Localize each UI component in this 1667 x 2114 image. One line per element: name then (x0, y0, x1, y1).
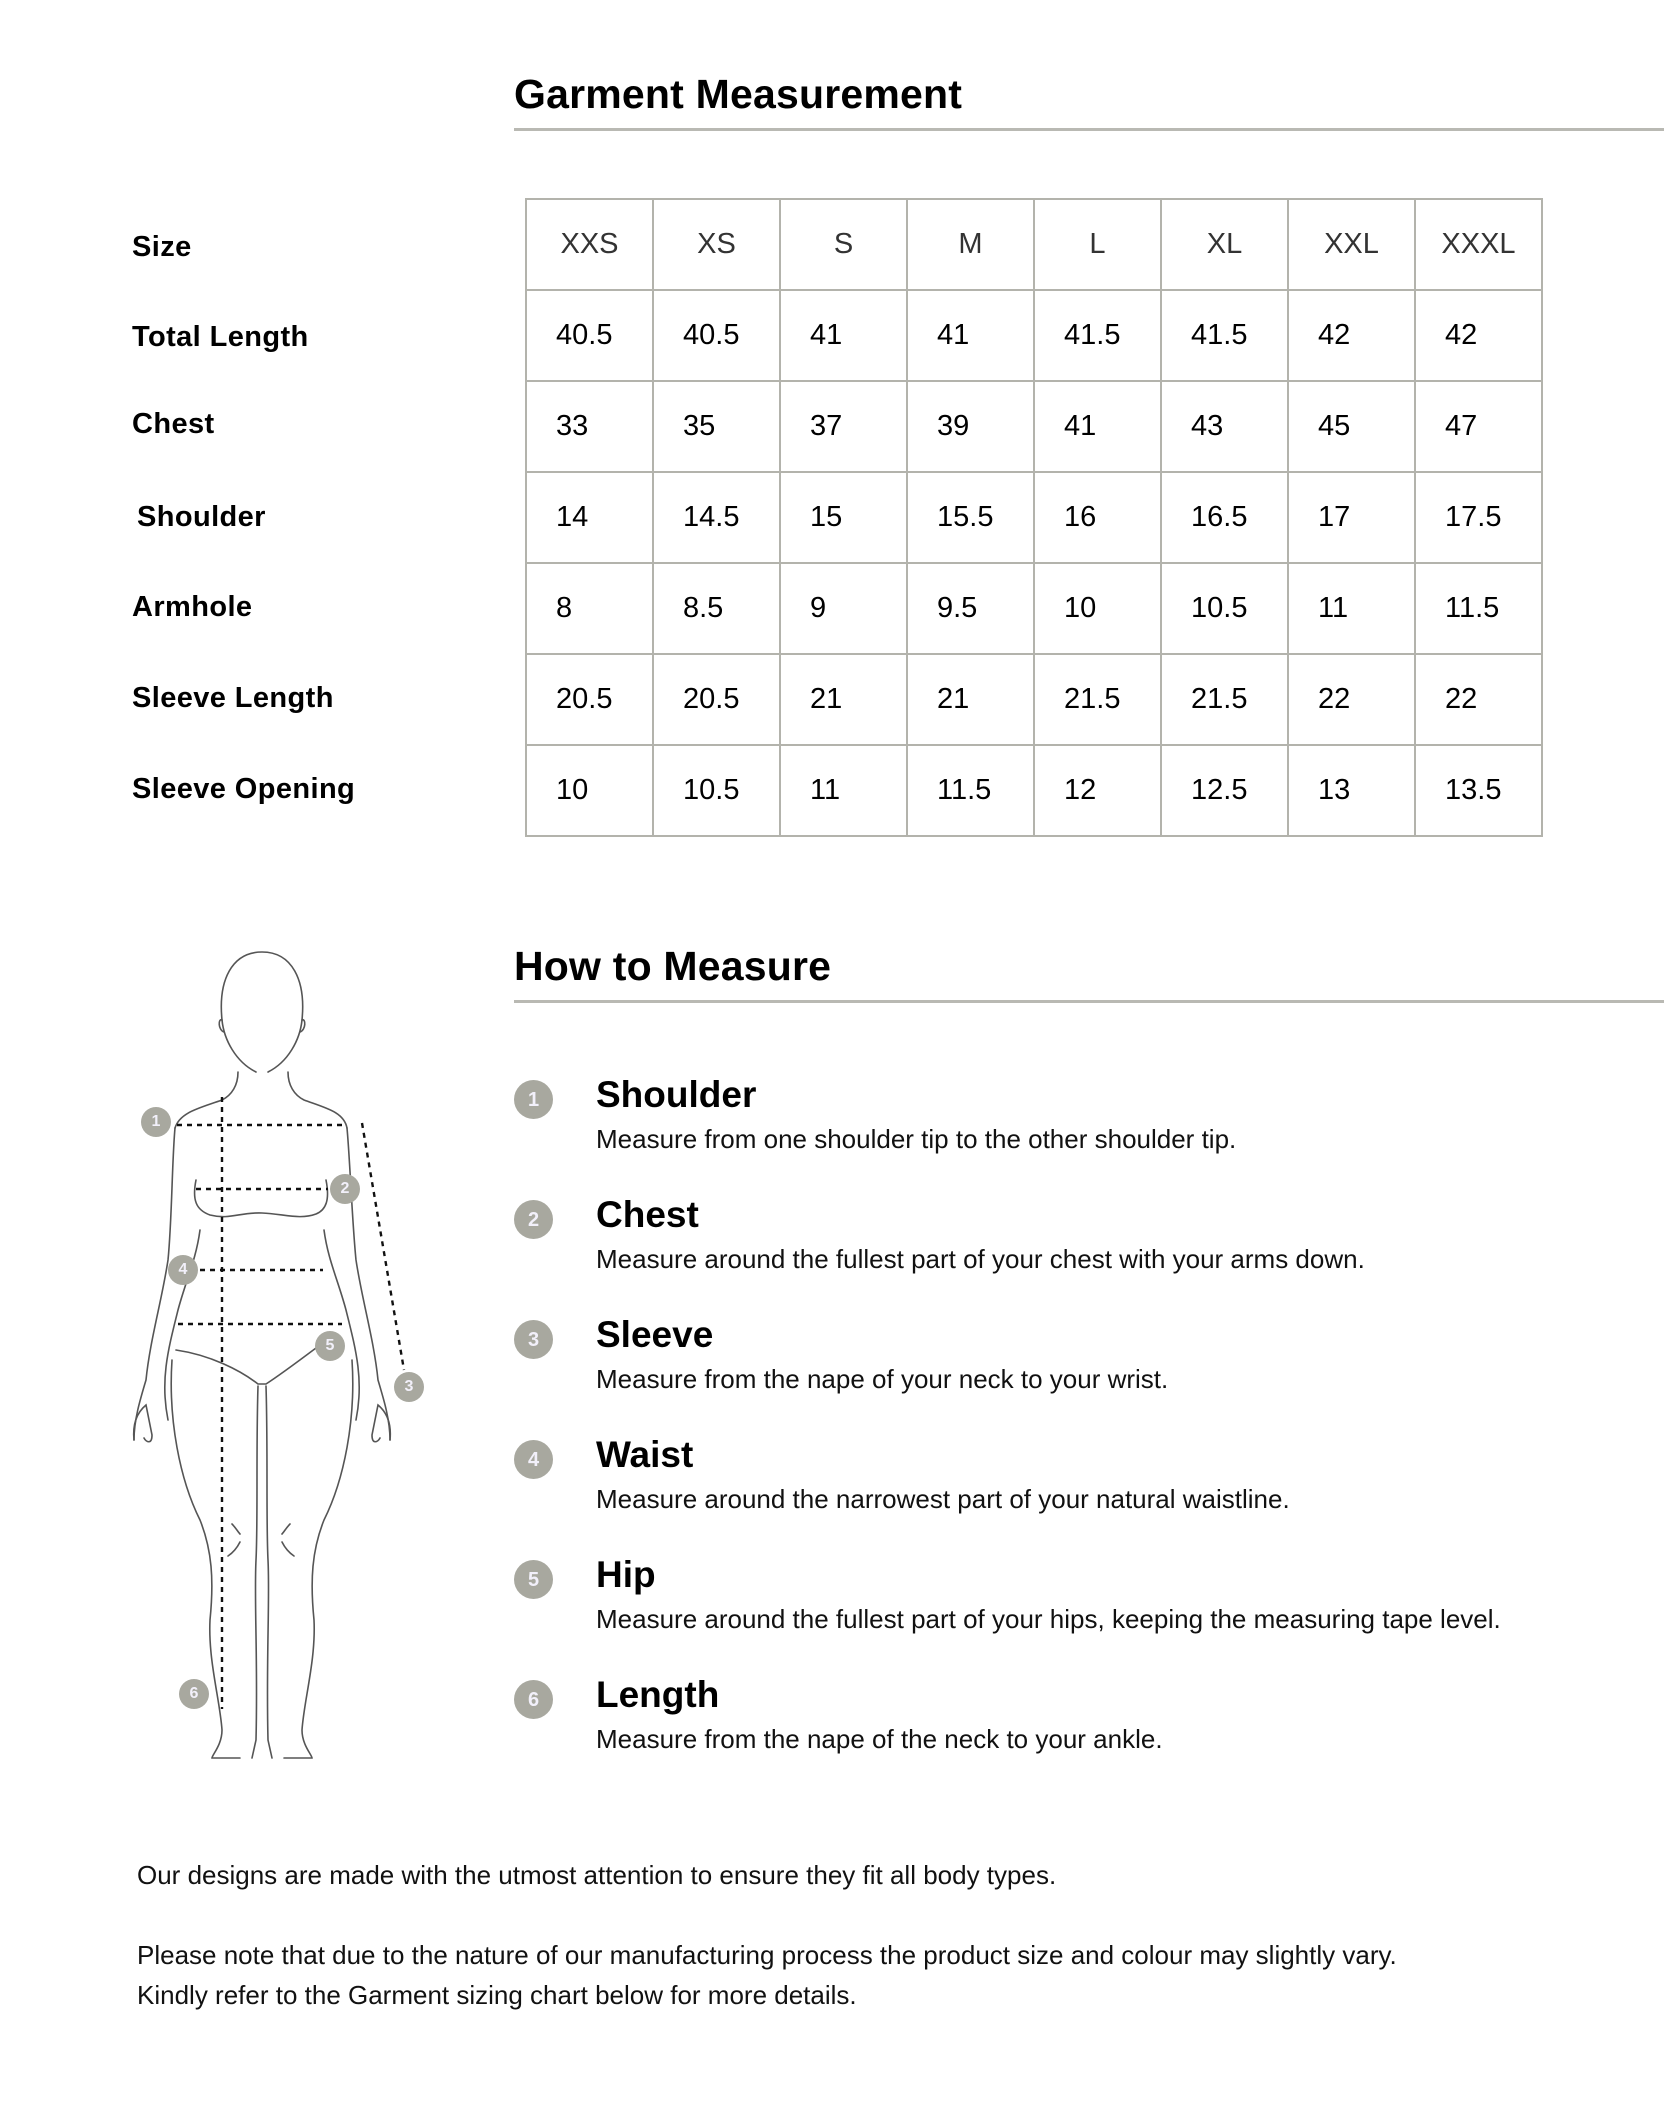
body-outline-icon (100, 930, 440, 1770)
step-description: Measure around the fullest part of your chest with your arms down. (596, 1244, 1365, 1274)
table-cell: 41 (1034, 381, 1161, 472)
table-cell: 22 (1288, 654, 1415, 745)
table-cell: 8 (526, 563, 653, 654)
table-cell: 10 (526, 745, 653, 836)
step-title: Chest (596, 1194, 699, 1235)
table-row-total-length (526, 290, 1542, 381)
table-cell: 41 (780, 290, 907, 381)
table-cell: 21.5 (1161, 654, 1288, 745)
table-cell: 11 (780, 745, 907, 836)
figure-badge-1: 1 (141, 1107, 171, 1137)
table-cell: 21 (907, 654, 1034, 745)
step-length (514, 1674, 1614, 1780)
table-row-shoulder (526, 472, 1542, 563)
table-row-sleeve-opening (526, 745, 1542, 836)
step-hip (514, 1554, 1614, 1660)
size-xl: XL (1161, 199, 1288, 290)
figure-badge-4: 4 (168, 1255, 198, 1285)
table-cell: 17 (1288, 472, 1415, 563)
table-cell: 10 (1034, 563, 1161, 654)
table-cell: 35 (653, 381, 780, 472)
table-cell: 42 (1415, 290, 1542, 381)
fit-note: Our designs are made with the utmost attention to ensure they fit all body types. (137, 1860, 1057, 1890)
table-cell: 10.5 (1161, 563, 1288, 654)
step-title: Shoulder (596, 1074, 757, 1115)
variation-note: Please note that due to the nature of our manufacturing process the product size and colour may slightly vary. (137, 1940, 1397, 1970)
step-number-badge: 4 (514, 1440, 553, 1479)
row-label-armhole: Armhole (132, 591, 253, 623)
size-xxxl: XXXL (1415, 199, 1542, 290)
step-description: Measure from the nape of your neck to your wrist. (596, 1364, 1169, 1394)
table-cell: 20.5 (526, 654, 653, 745)
size-s: S (780, 199, 907, 290)
table-cell: 12 (1034, 745, 1161, 836)
step-number-badge: 6 (514, 1680, 553, 1719)
table-cell: 13 (1288, 745, 1415, 836)
table-cell: 14.5 (653, 472, 780, 563)
row-label-total-length: Total Length (132, 321, 309, 353)
table-cell: 12.5 (1161, 745, 1288, 836)
step-description: Measure from the nape of the neck to your ankle. (596, 1724, 1163, 1754)
step-chest (514, 1194, 1614, 1300)
row-label-shoulder: Shoulder (137, 501, 266, 533)
step-sleeve (514, 1314, 1614, 1420)
size-header-row (526, 199, 1542, 290)
table-cell: 11.5 (1415, 563, 1542, 654)
table-cell: 8.5 (653, 563, 780, 654)
table-cell: 21 (780, 654, 907, 745)
step-number-badge: 3 (514, 1320, 553, 1359)
table-cell: 40.5 (526, 290, 653, 381)
table-cell: 37 (780, 381, 907, 472)
step-shoulder (514, 1074, 1614, 1180)
garment-measurement-title: Garment Measurement (514, 71, 963, 117)
table-cell: 40.5 (653, 290, 780, 381)
body-measurement-figure (100, 930, 440, 1770)
size-xxs: XXS (526, 199, 653, 290)
row-label-sleeve-opening: Sleeve Opening (132, 773, 356, 805)
table-cell: 15 (780, 472, 907, 563)
row-label-chest: Chest (132, 408, 215, 440)
refer-chart-note: Kindly refer to the Garment sizing chart below for more details. (137, 1980, 857, 2010)
row-label-size: Size (132, 231, 192, 263)
size-m: M (907, 199, 1034, 290)
table-cell: 11.5 (907, 745, 1034, 836)
table-cell: 45 (1288, 381, 1415, 472)
table-cell: 39 (907, 381, 1034, 472)
figure-badge-3: 3 (394, 1372, 424, 1402)
table-cell: 16.5 (1161, 472, 1288, 563)
figure-badge-5: 5 (315, 1331, 345, 1361)
step-waist (514, 1434, 1614, 1540)
table-cell: 21.5 (1034, 654, 1161, 745)
table-cell: 9 (780, 563, 907, 654)
table-cell: 10.5 (653, 745, 780, 836)
table-cell: 17.5 (1415, 472, 1542, 563)
row-label-sleeve-length: Sleeve Length (132, 682, 334, 714)
step-number-badge: 5 (514, 1560, 553, 1599)
figure-badge-6: 6 (179, 1679, 209, 1709)
size-xxl: XXL (1288, 199, 1415, 290)
step-title: Sleeve (596, 1314, 714, 1355)
table-row-armhole (526, 563, 1542, 654)
table-cell: 33 (526, 381, 653, 472)
step-number-badge: 1 (514, 1080, 553, 1119)
table-cell: 16 (1034, 472, 1161, 563)
step-title: Length (596, 1674, 720, 1715)
table-cell: 11 (1288, 563, 1415, 654)
table-cell: 13.5 (1415, 745, 1542, 836)
size-chart-table (525, 198, 1543, 837)
table-cell: 20.5 (653, 654, 780, 745)
step-description: Measure around the fullest part of your hips, keeping the measuring tape level. (596, 1604, 1501, 1634)
how-to-measure-divider (514, 1000, 1664, 1003)
step-number-badge: 2 (514, 1200, 553, 1239)
size-l: L (1034, 199, 1161, 290)
step-description: Measure around the narrowest part of your natural waistline. (596, 1484, 1290, 1514)
table-cell: 41 (907, 290, 1034, 381)
table-cell: 14 (526, 472, 653, 563)
table-row-sleeve-length (526, 654, 1542, 745)
step-title: Waist (596, 1434, 694, 1475)
size-xs: XS (653, 199, 780, 290)
how-to-measure-title: How to Measure (514, 943, 832, 989)
title-divider (514, 128, 1664, 131)
figure-badge-2: 2 (330, 1174, 360, 1204)
table-cell: 43 (1161, 381, 1288, 472)
table-cell: 22 (1415, 654, 1542, 745)
step-title: Hip (596, 1554, 656, 1595)
table-cell: 47 (1415, 381, 1542, 472)
table-cell: 41.5 (1034, 290, 1161, 381)
table-row-chest (526, 381, 1542, 472)
table-cell: 41.5 (1161, 290, 1288, 381)
table-cell: 9.5 (907, 563, 1034, 654)
table-cell: 42 (1288, 290, 1415, 381)
step-description: Measure from one shoulder tip to the other shoulder tip. (596, 1124, 1237, 1154)
table-cell: 15.5 (907, 472, 1034, 563)
